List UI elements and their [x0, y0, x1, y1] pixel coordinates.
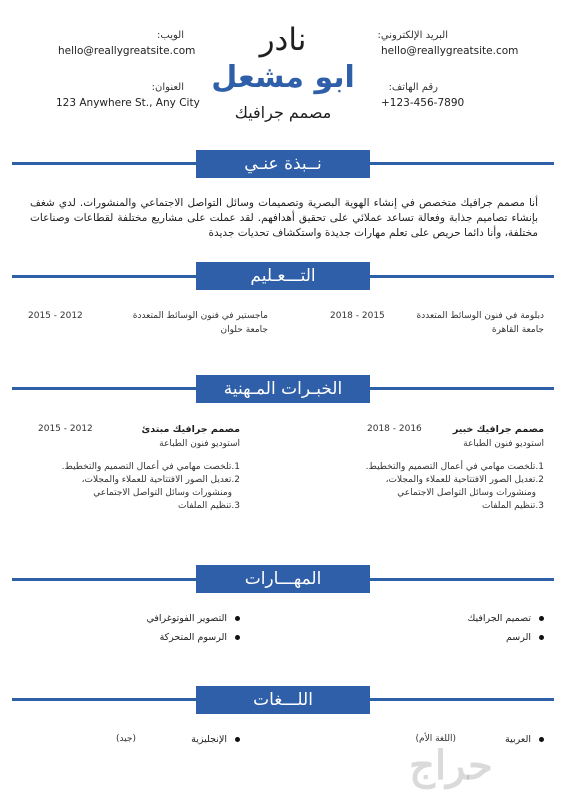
experience-years: 2018 - 2016 [367, 424, 422, 434]
section-rule-right [370, 275, 554, 278]
experience-task: 2.تعديل الصور الافتتاحية للعملاء والمجلات، [385, 475, 544, 485]
skill-label: التصوير الفوتوغرافي [146, 613, 227, 624]
experience-task: 3.تنظيم الملفات [178, 501, 240, 511]
section-title-about: نــبذة عنـي [196, 150, 370, 178]
phone-value: +123-456-7890 [381, 97, 465, 109]
education-school: جامعة القاهرة [491, 325, 544, 335]
bullet-dot-icon [539, 635, 544, 640]
skill-item [160, 632, 240, 643]
skill-item [506, 632, 544, 643]
bullet-dot-icon [235, 737, 240, 742]
bullet-dot-icon [235, 616, 240, 621]
website-value[interactable]: hello@reallygreatsite.com [58, 45, 196, 57]
section-rule-left [12, 162, 196, 165]
skill-label: تصميم الجرافيك [467, 613, 531, 624]
education-school: جامعة حلوان [220, 325, 268, 335]
section-title-skills: المهـــارات [196, 565, 370, 593]
section-rule-left [12, 275, 196, 278]
last-name: ابو مشعل [211, 60, 355, 95]
language-name: الإنجليزية [191, 734, 227, 745]
experience-task: 3.تنظيم الملفات [482, 501, 544, 511]
experience-title: مصمم جرافيك خبير [452, 424, 544, 435]
language-level: (جيد) [115, 734, 136, 744]
section-rule-right [370, 387, 554, 390]
experience-company: استوديو فنون الطباعة [463, 439, 544, 449]
about-paragraph: أنا مصمم جرافيك متخصص في إنشاء الهوية البصرية وتصميمات وسائل التواصل الاجتماعي والمنشورات. لدي شغف بإنشاء تصاميم جذابة وفعالة تساعد عملائي على تحقيق أهدافهم. لقد عملت على مشاريع مختلفة لقطاعات وصناعات مختلفة، وأنا دائما حريص على تعلم مهارات جديدة واستكشاف تحديات جديدة [30, 197, 538, 239]
bullet-dot-icon [539, 616, 544, 621]
section-rule-left [12, 578, 196, 581]
skill-item [467, 613, 544, 624]
language-item [191, 734, 240, 745]
section-title-education: التـــعـليم [196, 262, 370, 290]
education-years: 2015 - 2012 [28, 311, 83, 321]
skill-item [146, 613, 240, 624]
section-rule-right [370, 698, 554, 701]
section-rule-left [12, 698, 196, 701]
skill-label: الرسم [505, 632, 531, 643]
email-label: البريد الإلكتروني: [377, 30, 448, 41]
first-name: نادر [259, 22, 307, 58]
experience-task: ومنشورات وسائل التواصل الاجتماعي [397, 488, 536, 498]
section-rule-right [370, 578, 554, 581]
experience-task: ومنشورات وسائل التواصل الاجتماعي [93, 488, 232, 498]
section-title-experience: الخبـرات المـهنية [196, 375, 370, 403]
education-degree: دبلومة في فنون الوسائط المتعددة [416, 311, 544, 321]
website-label: الويب: [157, 30, 184, 41]
experience-company: استوديو فنون الطباعة [159, 439, 240, 449]
section-title-languages: اللـــغات [196, 686, 370, 714]
job-title: مصمم جرافيك [234, 103, 332, 122]
experience-task: 1.تلخصت مهامي في أعمال التصميم والتخطيط. [365, 462, 544, 472]
experience-task: 1.تلخصت مهامي في أعمال التصميم والتخطيط. [61, 462, 240, 472]
address-label: العنوان: [151, 82, 184, 93]
phone-label: رقم الهاتف: [388, 82, 438, 93]
bullet-dot-icon [235, 635, 240, 640]
experience-title: مصمم جرافيك مبتدئ [141, 424, 240, 435]
email-value[interactable]: hello@reallygreatsite.com [381, 45, 519, 57]
skill-label: الرسوم المتحركة [159, 632, 227, 643]
haraj-watermark-logo: حراج [409, 742, 493, 789]
section-rule-left [12, 387, 196, 390]
education-years: 2018 - 2015 [330, 311, 385, 321]
experience-task: 2.تعديل الصور الافتتاحية للعملاء والمجلات، [81, 475, 240, 485]
language-name: العربية [505, 734, 531, 745]
address-value: 123 Anywhere St., Any City [56, 97, 200, 109]
section-rule-right [370, 162, 554, 165]
education-degree: ماجستير في فنون الوسائط المتعددة [132, 311, 268, 321]
experience-years: 2015 - 2012 [38, 424, 93, 434]
language-level: (اللغة الأم) [415, 734, 456, 744]
